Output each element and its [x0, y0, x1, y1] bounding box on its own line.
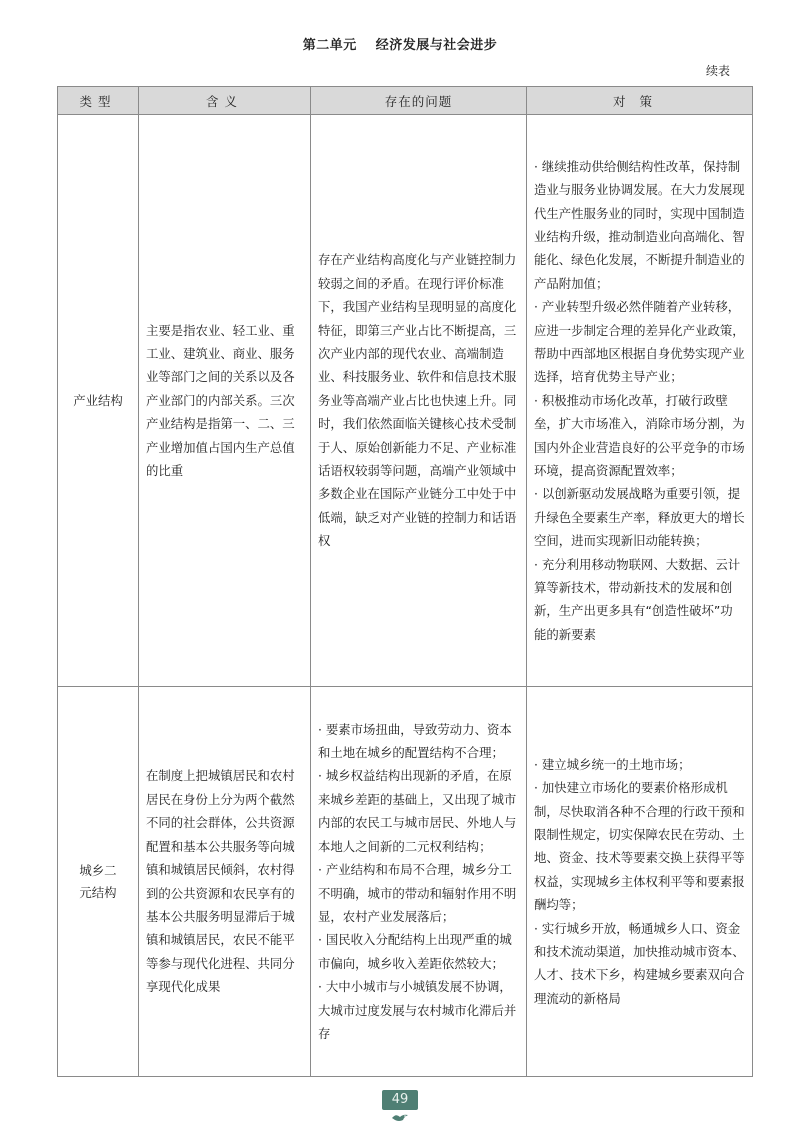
row-type-label: 城乡二: [79, 862, 117, 878]
unit-title: 经济发展与社会进步: [375, 38, 498, 53]
row-type-label: 产业结构: [73, 392, 123, 408]
column-header-meaning: 含义: [139, 87, 311, 115]
measure-item: · 以创新驱动发展战略为重要引领，提升绿色全要素生产率，释放更大的增长空间，进而实现新旧动能转换；: [534, 486, 745, 549]
measure-item: · 实行城乡开放，畅通城乡人口、资金和技术流动渠道，加快推动城市资本、人才、技术下乡，构建城乡要素双向合理流动的新格局: [534, 920, 745, 1006]
measure-item: · 加快建立市场化的要素价格形成机制，尽快取消各种不合理的行政干预和限制性规定，切实保障农民在劳动、土地、资金、技术等要素交换上获得平等权益，实现城乡主体权利平等和要素报酬均等；: [534, 780, 745, 913]
measure-item: · 继续推动供给侧结构性改革，保持制造业与服务业协调发展。在大力发展现代生产性服务业的同时，实现中国制造业结构升级，推动制造业向高端化、智能化、绿色化发展，不断提升制造业的产品附加值；: [534, 158, 745, 291]
problems-cell: [311, 115, 527, 687]
measure-item: · 积极推动市场化改革，打破行政壁垒，扩大市场准入，消除市场分割，为国内外企业营造良好的公平竞争的市场环境，提高资源配置效率；: [534, 392, 745, 479]
continued-label: 续表: [705, 64, 730, 78]
meaning-cell: 在制度上把城镇居民和农村居民在身份上分为两个截然不同的社会群体，公共资源配置和基本公共服务等向城镇和城镇居民倾斜，农村得到的公共资源和农民享有的基本公共服务明显滞后于城镇和城镇居民，农民不能平等参与现代化进程、共同分享现代化成果: [139, 687, 311, 1077]
measure-item: · 充分利用移动物联网、大数据、云计算等新技术，带动新技术的发展和创新，生产出更多具有“创造性破坏”功能的新要素: [534, 556, 741, 642]
measures-cell: [527, 115, 753, 687]
measure-item: · 建立城乡统一的土地市场；: [534, 756, 691, 772]
row-type-label: 元结构: [79, 884, 117, 900]
unit-label: 第二单元: [302, 38, 357, 53]
problem-item: · 城乡权益结构出现新的矛盾，在原来城乡差距的基础上，又出现了城市内部的农民工与城市居民、外地人与本地人之间新的二元权利结构；: [318, 768, 517, 854]
page-number: 49: [382, 1090, 418, 1110]
page-header: [0, 34, 800, 53]
problem-item: · 国民收入分配结构上出现严重的城市偏向，城乡收入差距依然较大；: [318, 932, 512, 971]
table-header-row: [58, 87, 753, 115]
problem-item: · 要素市场扭曲，导致劳动力、资本和土地在城乡的配置结构不合理；: [318, 721, 512, 761]
meaning-cell: 主要是指农业、轻工业、重工业、建筑业、商业、服务业等部门之间的关系以及各产业部门的内部关系。三次产业结构是指第一、二、三产业增加值占国内生产总值的比重: [139, 115, 311, 687]
problem-item: · 大中小城市与小城镇发展不协调，大城市过度发展与农村城市化滞后并存: [318, 979, 517, 1041]
table-row: [58, 687, 753, 1077]
bird-icon: [391, 1111, 409, 1123]
problem-item: 存在产业结构高度化与产业链控制力较弱之间的矛盾。在现行评价标准下，我国产业结构呈现明显的高度化特征，即第三产业占比不断提高，三次产业内部的现代农业、高端制造业、科技服务业、软件和信息技术服务业等高端产业占比也快速上升。同时，我们依然面临关键核心技术受制于人、原始创新能力不足、产业标准话语权较弱等问题，高端产业领域中多数企业在国际产业链分工中处于中低端，缺乏对产业链的控制力和话语权: [318, 252, 517, 549]
problems-cell: [311, 687, 527, 1077]
column-header-measures: 对策: [527, 87, 753, 115]
table-row: [58, 115, 753, 687]
column-header-type: 类型: [58, 87, 139, 115]
measures-cell: [527, 687, 753, 1077]
row-type-cell: [58, 687, 139, 1077]
column-header-problems: 存在的问题: [311, 87, 527, 115]
problem-item: · 产业结构和布局不合理，城乡分工不明确，城市的带动和辐射作用不明显，农村产业发展落后；: [318, 862, 517, 924]
row-type-cell: [58, 115, 139, 687]
measure-item: · 产业转型升级必然伴随着产业转移，应进一步制定合理的差异化产业政策，帮助中西部地区根据自身优势实现产业选择，培育优势主导产业；: [534, 299, 745, 385]
structure-table: [57, 86, 753, 1077]
